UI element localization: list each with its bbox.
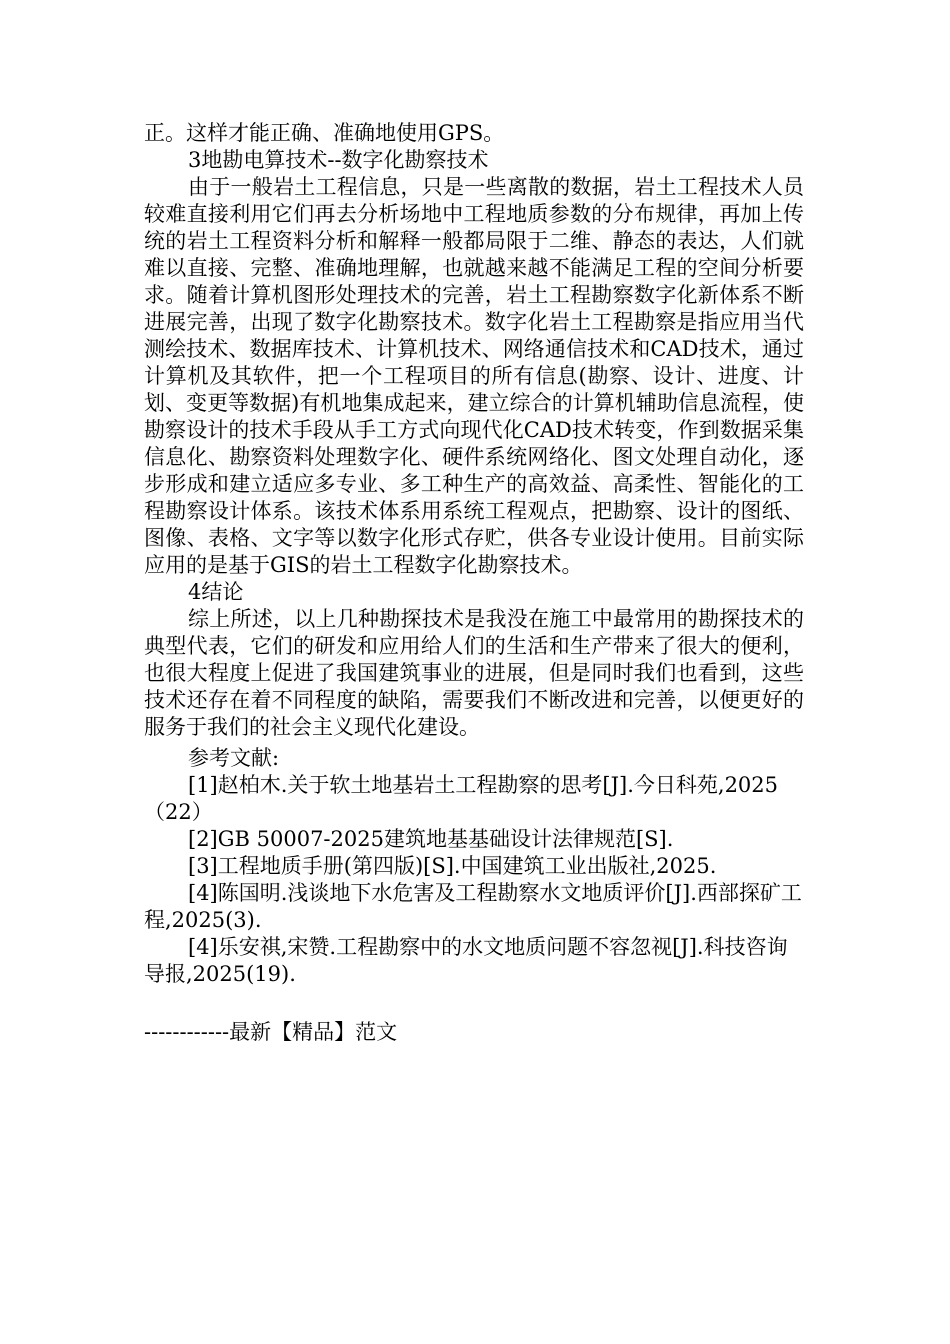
section-heading-4: 4结论 (188, 580, 244, 604)
section-heading-3: 3地勘电算技术--数字化勘察技术 (188, 148, 489, 172)
references-section (144, 745, 804, 988)
footer-text: ------------最新【精品】范文 (144, 1020, 398, 1044)
reference-item: [3]工程地质手册(第四版)[S].中国建筑工业出版社,2025. (188, 854, 717, 878)
paragraph-digital-survey: 由于一般岩土工程信息，只是一些离散的数据，岩土工程技术人员较难直接利用它们再去分析场地中工程地质参数的分布规律，再加上传统的岩土工程资料分析和解释一般都局限于二维、静态的表达，人们就难以直接、完整、准确地理解，也就越来越不能满足工程的空间分析要求。随着计算机图形处理技术的完善，岩土工程勘察数字化新体系不断进展完善，出现了数字化勘察技术。数字化岩土工程勘察是指应用当代测绘技术、数据库技术、计算机技术、网络通信技术和CAD技术，通过计算机及其软件，把一个工程项目的所有信息(勘察、设计、进度、计划、变更等数据)有机地集成起来，建立综合的计算机辅助信息流程，使勘察设计的技术手段从手工方式向现代化CAD技术转变，作到数据采集信息化、勘察资料处理数字化、硬件系统网络化、图文处理自动化，逐步形成和建立适应多专业、多工种生产的高效益、高柔性、智能化的工程勘察设计体系。该技术体系用系统工程观点，把勘察、设计的图纸、图像、表格、文字等以数字化形式存贮，供各专业设计使用。目前实际应用的是基于GIS的岩土工程数字化勘察技术。 (144, 175, 804, 577)
paragraph-conclusion: 综上所述，以上几种勘探技术是我没在施工中最常用的勘探技术的典型代表，它们的研发和应用给人们的生活和生产带来了很大的便利，也很大程度上促进了我国建筑事业的进展，但是同时我们也看到，这些技术还存在着不同程度的缺陷，需要我们不断改进和完善，以便更好的服务于我们的社会主义现代化建设。 (144, 607, 804, 739)
reference-item: [2]GB 50007-2025建筑地基基础设计法律规范[S]. (188, 827, 674, 851)
references-heading: 参考文献: (188, 746, 280, 770)
reference-item: [1]赵柏木.关于软土地基岩土工程勘察的思考[J].今日科苑,2025（22） (144, 773, 779, 824)
body-text (144, 120, 804, 741)
reference-item: [4]乐安祺,宋赞.工程勘察中的水文地质问题不容忽视[J].科技咨询导报,2025(19). (144, 935, 788, 986)
paragraph-continuation: 正。这样才能正确、准确地使用GPS。 (144, 121, 505, 145)
reference-item: [4]陈国明.浅谈地下水危害及工程勘察水文地质评价[J].西部探矿工程,2025(3). (144, 881, 802, 932)
